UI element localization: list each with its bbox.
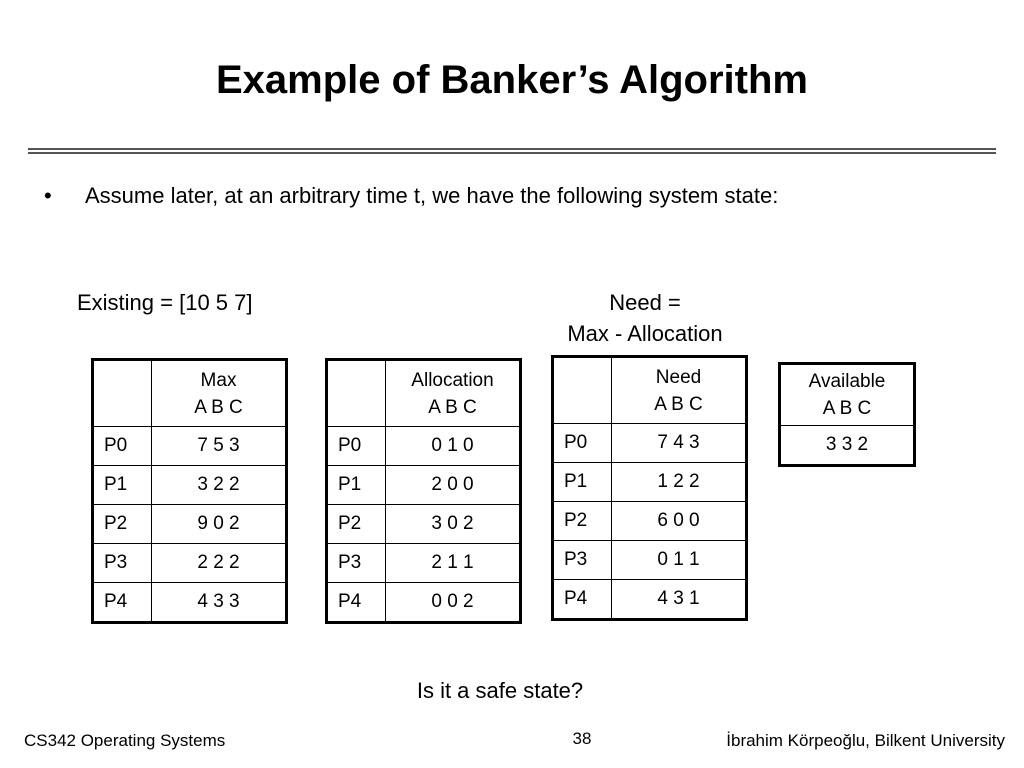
process-cell: P1 bbox=[93, 466, 152, 505]
table-row bbox=[327, 505, 521, 544]
value-cell: 7 5 3 bbox=[152, 427, 287, 466]
max-header-title: Max bbox=[200, 369, 237, 391]
table-row bbox=[553, 502, 747, 541]
table-row bbox=[553, 424, 747, 463]
need-table-header bbox=[612, 357, 747, 424]
value-cell: 3 2 2 bbox=[152, 466, 287, 505]
need-header-columns: A B C bbox=[654, 393, 703, 415]
bullet-text: Assume later, at an arbitrary time t, we have the following system state: bbox=[85, 183, 779, 208]
value-cell: 7 4 3 bbox=[612, 424, 747, 463]
allocation-table-header bbox=[386, 360, 521, 427]
slide-title: Example of Banker’s Algorithm bbox=[216, 58, 808, 102]
allocation-table bbox=[325, 358, 522, 624]
max-table-header bbox=[152, 360, 287, 427]
title-divider-top bbox=[28, 148, 996, 150]
process-cell: P1 bbox=[553, 463, 612, 502]
process-cell: P0 bbox=[553, 424, 612, 463]
available-header-columns: A B C bbox=[822, 398, 872, 419]
footer-course: CS342 Operating Systems bbox=[24, 731, 226, 750]
safe-state-question: Is it a safe state? bbox=[416, 678, 584, 703]
need-formula-line1: Need = bbox=[609, 290, 681, 315]
table-row bbox=[93, 466, 287, 505]
value-cell: 2 1 1 bbox=[386, 544, 521, 583]
table-row bbox=[553, 541, 747, 580]
allocation-table-corner bbox=[327, 360, 386, 427]
available-table-header bbox=[780, 364, 915, 426]
process-cell: P3 bbox=[93, 544, 152, 583]
process-cell: P1 bbox=[327, 466, 386, 505]
available-value-cell: 3 3 2 bbox=[780, 426, 915, 466]
table-row bbox=[553, 580, 747, 620]
table-row bbox=[93, 544, 287, 583]
footer-author: İbrahim Körpeoğlu, Bilkent University bbox=[726, 731, 1005, 750]
table-row bbox=[327, 466, 521, 505]
existing-label: Existing = [10 5 7] bbox=[77, 290, 253, 315]
process-cell: P3 bbox=[553, 541, 612, 580]
need-formula-line2: Max - Allocation bbox=[567, 321, 723, 346]
process-cell: P4 bbox=[553, 580, 612, 620]
table-row bbox=[93, 583, 287, 623]
value-cell: 2 0 0 bbox=[386, 466, 521, 505]
value-cell: 3 0 2 bbox=[386, 505, 521, 544]
value-cell: 6 0 0 bbox=[612, 502, 747, 541]
allocation-header-columns: A B C bbox=[428, 396, 477, 418]
process-cell: P3 bbox=[327, 544, 386, 583]
value-cell: 2 2 2 bbox=[152, 544, 287, 583]
need-table bbox=[551, 355, 748, 621]
available-table bbox=[778, 362, 916, 467]
title-divider-bottom bbox=[28, 152, 996, 154]
allocation-header-title: Allocation bbox=[411, 369, 494, 391]
value-cell: 0 0 2 bbox=[386, 583, 521, 623]
table-row bbox=[93, 427, 287, 466]
table-row bbox=[553, 463, 747, 502]
need-header-title: Need bbox=[655, 366, 702, 388]
value-cell: 9 0 2 bbox=[152, 505, 287, 544]
table-row bbox=[327, 544, 521, 583]
max-table-corner bbox=[93, 360, 152, 427]
need-table-corner bbox=[553, 357, 612, 424]
bullet-icon: • bbox=[44, 183, 52, 208]
available-header-title: Available bbox=[808, 371, 886, 392]
process-cell: P2 bbox=[327, 505, 386, 544]
process-cell: P4 bbox=[327, 583, 386, 623]
value-cell: 0 1 1 bbox=[612, 541, 747, 580]
max-header-columns: A B C bbox=[194, 396, 243, 418]
value-cell: 1 2 2 bbox=[612, 463, 747, 502]
process-cell: P4 bbox=[93, 583, 152, 623]
process-cell: P2 bbox=[553, 502, 612, 541]
process-cell: P2 bbox=[93, 505, 152, 544]
table-row bbox=[780, 426, 915, 466]
table-row bbox=[327, 583, 521, 623]
process-cell: P0 bbox=[93, 427, 152, 466]
table-row bbox=[93, 505, 287, 544]
value-cell: 4 3 1 bbox=[612, 580, 747, 620]
value-cell: 4 3 3 bbox=[152, 583, 287, 623]
value-cell: 0 1 0 bbox=[386, 427, 521, 466]
table-row bbox=[327, 427, 521, 466]
footer-page-number: 38 bbox=[572, 729, 592, 748]
process-cell: P0 bbox=[327, 427, 386, 466]
need-formula-label bbox=[545, 287, 745, 349]
max-table bbox=[91, 358, 288, 624]
